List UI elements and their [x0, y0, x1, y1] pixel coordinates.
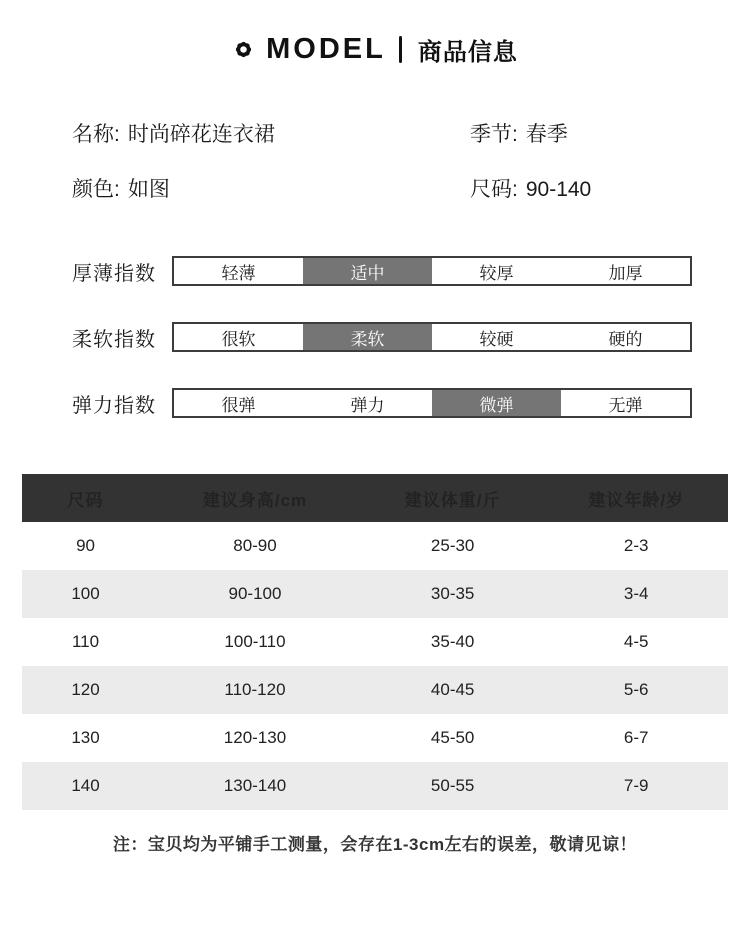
cell-weight: 35-40	[430, 632, 475, 651]
cell-weight: 30-35	[430, 584, 475, 603]
cell-age: 2-3	[623, 536, 649, 555]
cell-age: 7-9	[623, 776, 649, 795]
cell-age: 4-5	[623, 632, 649, 651]
softness-index-row	[0, 322, 750, 352]
cell-height: 120-130	[223, 728, 287, 747]
cell-weight: 40-45	[430, 680, 475, 699]
measurement-note: 注：宝贝均为平铺手工测量，会存在1-3cm左右的误差，敬请见谅！	[112, 835, 638, 854]
cell-height: 130-140	[223, 776, 287, 795]
softness-index-bar	[172, 322, 692, 352]
index-option: 微弹	[432, 390, 561, 416]
thickness-index-bar	[172, 256, 692, 286]
product-info	[0, 122, 750, 202]
info-season-label: 季节:	[470, 123, 518, 146]
size-table-header	[22, 474, 728, 522]
index-option: 轻薄	[221, 263, 256, 283]
cell-weight: 25-30	[430, 536, 475, 555]
thickness-index-label: 厚薄指数	[72, 262, 156, 285]
table-row	[22, 570, 728, 618]
softness-index-label: 柔软指数	[72, 328, 156, 351]
index-option: 很软	[221, 329, 256, 349]
table-row	[22, 714, 728, 762]
table-row	[22, 762, 728, 810]
cell-size: 130	[71, 728, 100, 747]
info-color-label: 颜色:	[72, 178, 120, 201]
table-row	[22, 618, 728, 666]
info-name-label: 名称:	[72, 123, 120, 146]
thickness-index-row	[0, 256, 750, 286]
column-header: 建议年龄/岁	[588, 490, 685, 510]
cell-size: 100	[71, 584, 100, 603]
info-name-value: 时尚碎花连衣裙	[127, 123, 275, 146]
index-option: 弹力	[350, 395, 385, 415]
table-row	[22, 666, 728, 714]
cell-height: 90-100	[228, 584, 282, 603]
cell-age: 6-7	[623, 728, 649, 747]
cell-height: 100-110	[224, 632, 286, 651]
cell-weight: 50-55	[430, 776, 475, 795]
column-header: 尺码	[67, 490, 104, 510]
index-option: 很弹	[221, 395, 256, 415]
info-season	[470, 122, 750, 147]
index-option: 加厚	[608, 263, 643, 283]
info-size	[470, 177, 750, 202]
cell-age: 3-4	[623, 584, 649, 603]
index-option: 较硬	[479, 329, 514, 349]
cell-height: 80-90	[233, 536, 277, 555]
cell-weight: 45-50	[430, 728, 475, 747]
info-size-value: 90-140	[525, 178, 592, 201]
index-option: 适中	[303, 258, 432, 284]
index-option: 柔软	[303, 324, 432, 350]
gear-icon	[232, 38, 255, 61]
cell-size: 90	[76, 536, 95, 555]
page-header	[0, 0, 750, 66]
cell-size: 120	[71, 680, 100, 699]
table-row	[22, 522, 728, 570]
index-option: 硬的	[608, 329, 643, 349]
cell-height: 110-120	[224, 680, 286, 699]
stretch-index-row	[0, 388, 750, 418]
column-header: 建议体重/斤	[404, 490, 501, 510]
cell-size: 110	[71, 632, 100, 651]
stretch-index-label: 弹力指数	[72, 394, 156, 417]
header-divider	[399, 36, 402, 63]
info-color-value: 如图	[127, 178, 170, 201]
brand-name: MODEL	[266, 32, 386, 65]
size-table	[22, 474, 728, 810]
stretch-index-bar	[172, 388, 692, 418]
info-color	[72, 177, 470, 202]
column-header: 建议身高/cm	[202, 490, 308, 510]
info-size-label: 尺码:	[470, 178, 518, 201]
info-name	[72, 122, 470, 147]
cell-size: 140	[71, 776, 100, 795]
index-option: 无弹	[608, 395, 643, 415]
cell-age: 5-6	[623, 680, 649, 699]
page-title: 商品信息	[417, 38, 518, 66]
index-section	[0, 256, 750, 418]
info-season-value: 春季	[525, 123, 568, 146]
index-option: 较厚	[479, 263, 514, 283]
